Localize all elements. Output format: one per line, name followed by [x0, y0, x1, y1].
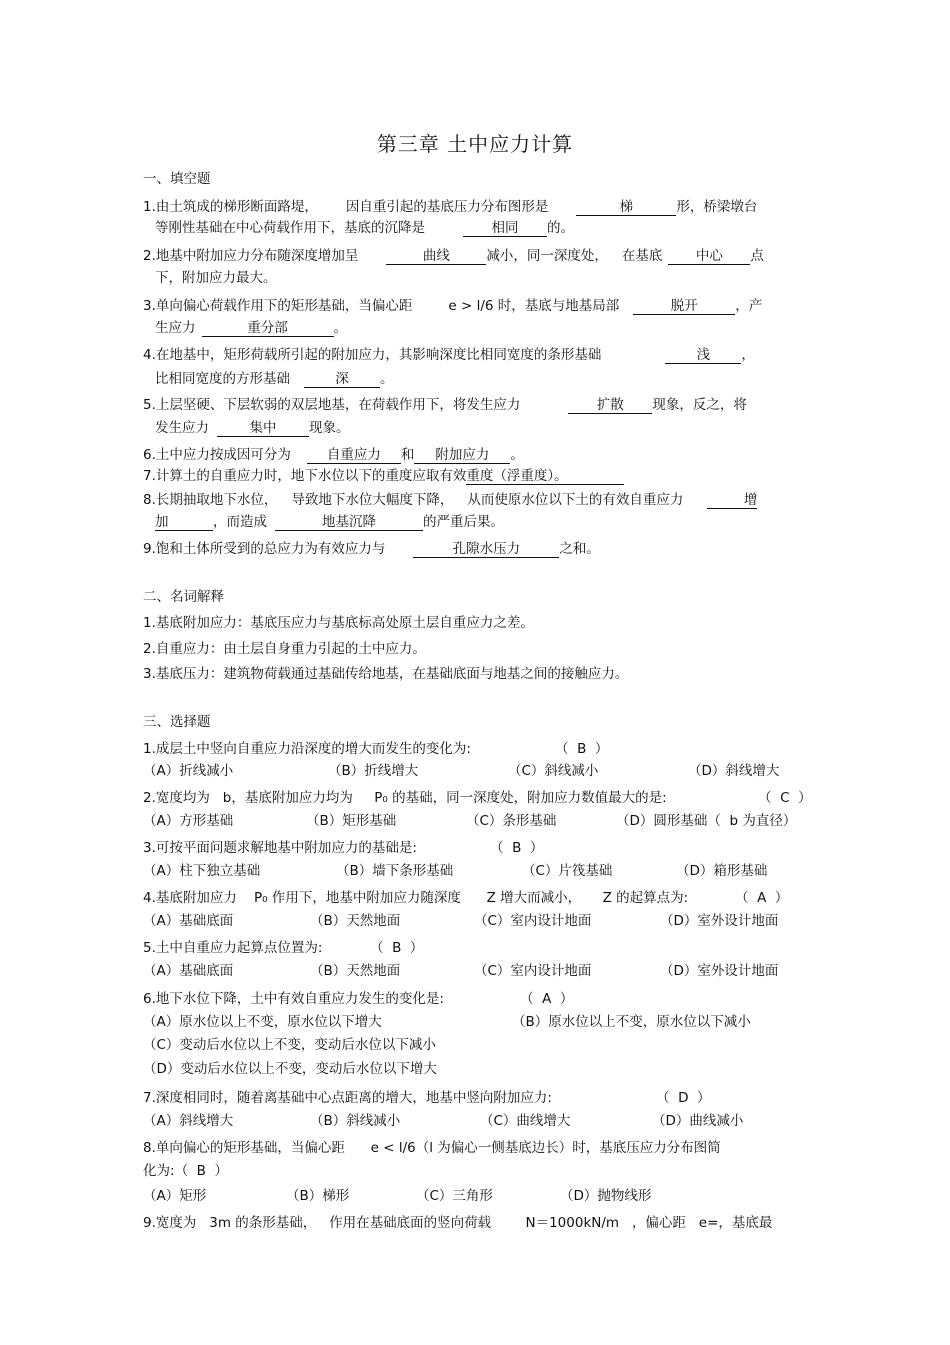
text: 2.地基中附加应力分布随深度增加呈 [143, 248, 359, 264]
choice-option: （D）变动后水位以上不变，变动后水位以下增大 [143, 1061, 437, 1077]
text: 。 [510, 447, 524, 463]
definition-item: 2.自重应力：由土层自身重力引起的土中应力。 [143, 641, 426, 657]
choice-option: （B）墙下条形基础 [336, 863, 454, 879]
choice-answer: （ C ） [758, 790, 812, 806]
choice-answer: （ B ） [490, 840, 544, 856]
choice-q5-stem: 5.土中自重应力起算点位置为: [143, 940, 323, 956]
answer-blank: 曲线 [386, 249, 486, 265]
answer-blank: 中心 [668, 249, 750, 265]
fill-q2-line2: 下，附加应力最大。 [155, 270, 277, 286]
fill-q1-line1 [143, 198, 757, 216]
choice-option: （A）原水位以上不变，原水位以下增大 [143, 1014, 382, 1030]
choice-option: （A）折线减小 [143, 763, 234, 779]
choice-option: （D）抛物线形 [560, 1188, 652, 1204]
choice-q1-stem: 1.成层土中竖向自重应力沿深度的增大而发生的变化为: [143, 741, 471, 757]
choice-answer: （ A ） [520, 991, 574, 1007]
choice-answer: （ B ） [555, 741, 609, 757]
choice-option: （A）斜线增大 [143, 1113, 234, 1129]
choice-option: （A）方形基础 [143, 813, 234, 829]
text: 等刚性基础在中心荷载作用下，基底的沉降是 [155, 220, 425, 236]
choice-option: （B）天然地面 [310, 963, 401, 979]
chapter-title: 第三章 土中应力计算 [376, 132, 574, 156]
text: 现象，反之，将 [652, 397, 747, 413]
choice-option: （A）基础底面 [143, 913, 234, 929]
text: 的。 [547, 220, 574, 236]
answer-blank: 梯 [576, 200, 676, 216]
text: 因自重引起的基底压力分布图形是 [345, 199, 549, 215]
choice-option: （C）曲线增大 [480, 1113, 571, 1129]
choice-option: （C）室内设计地面 [474, 913, 592, 929]
choice-option: （C）三角形 [416, 1188, 493, 1204]
answer-blank: 集中 [217, 421, 309, 437]
fill-q4-line1 [143, 346, 755, 364]
text: 3.单向偏心荷载作用下的矩形基础，当偏心距 [143, 298, 413, 314]
choice-option: （D）曲线减小 [652, 1113, 744, 1129]
fill-q8-line2 [155, 513, 504, 531]
answer-blank: 重度（浮重度）。 [466, 469, 624, 485]
fill-q7 [143, 467, 624, 485]
choice-option: （B）天然地面 [310, 913, 401, 929]
choice-option: （A）基础底面 [143, 963, 234, 979]
choice-q3-stem: 3.可按平面问题求解地基中附加应力的基础是: [143, 840, 417, 856]
answer-blank: 孔隙水压力 [413, 542, 559, 558]
choice-q9-stem: 9.宽度为 3m 的条形基础， 作用在基础底面的竖向荷载 N＝1000kN/m ，偏心距 e=，基底最 [143, 1215, 773, 1231]
fill-q3-line2 [155, 319, 347, 337]
choice-option: （B）梯形 [286, 1188, 350, 1204]
choice-option: （C）条形基础 [466, 813, 557, 829]
choice-option: （C）斜线减小 [508, 763, 599, 779]
choice-answer: （ D ） [656, 1090, 711, 1106]
fill-q8-line1 [143, 491, 757, 509]
choice-option: （D）斜线增大 [688, 763, 780, 779]
answer-blank: 地基沉降 [275, 515, 423, 531]
choice-option: （D）室外设计地面 [660, 963, 779, 979]
section-heading-definitions: 二、名词解释 [143, 589, 224, 605]
choice-option: （D）圆形基础（ b 为直径） [616, 813, 797, 829]
text: 4.在地基中，矩形荷载所引起的附加应力，其影响深度比相同宽度的条形基础 [143, 347, 602, 363]
definition-item: 3.基底压力：建筑物荷载通过基础传给地基，在基础底面与地基之间的接触应力。 [143, 666, 629, 682]
section-heading-fill-blank: 一、填空题 [143, 171, 211, 187]
text: 减小，同一深度处， [486, 248, 608, 264]
text: ， [741, 347, 755, 363]
text: 现象。 [309, 420, 350, 436]
text: ，而造成 [213, 514, 267, 530]
choice-option: （A）柱下独立基础 [143, 863, 261, 879]
choice-option: （B）矩形基础 [306, 813, 397, 829]
text: 1.由土筑成的梯形断面路堤， [143, 199, 318, 215]
choice-option: （B）原水位以上不变，原水位以下减小 [512, 1014, 751, 1030]
choice-q8-stem: 8.单向偏心的矩形基础，当偏心距 e < l/6（l 为偏心一侧基底边长）时，基底压应力分布图简 [143, 1140, 721, 1156]
text: 发生应力 [155, 420, 209, 436]
text: 在基底 [621, 248, 663, 264]
choice-q6-stem: 6.地下水位下降，土中有效自重应力发生的变化是: [143, 991, 444, 1007]
text: 化为: [143, 1163, 175, 1179]
section-heading-choice: 三、选择题 [143, 714, 211, 730]
answer-blank: 相同 [463, 221, 547, 237]
choice-q4-stem: 4.基底附加应力 P₀ 作用下，地基中附加应力随深度 Z 增大而减小， Z 的起算点为: [143, 890, 689, 906]
fill-q6 [143, 446, 524, 464]
text: 。 [333, 320, 347, 336]
text: 点 [750, 248, 764, 264]
text: 导致地下水位大幅度下降， [291, 492, 454, 508]
answer-blank: 脱开 [633, 299, 735, 315]
choice-option: （B）斜线减小 [310, 1113, 401, 1129]
text: 6.土中应力按成因可分为 [143, 447, 291, 463]
choice-option: （C）变动后水位以上不变，变动后水位以下减小 [143, 1037, 436, 1053]
answer-blank: 自重应力 [307, 448, 401, 464]
choice-answer: （ B ） [174, 1163, 228, 1179]
choice-option: （A）矩形 [143, 1188, 207, 1204]
fill-q5-line2 [155, 419, 350, 437]
answer-blank: 增 [707, 493, 757, 509]
choice-answer: （ A ） [735, 890, 789, 906]
text: 生应力 [155, 320, 196, 336]
answer-blank: 扩散 [568, 398, 652, 414]
choice-option: （D）箱形基础 [676, 863, 768, 879]
text: 7.计算土的自重应力时，地下水位以下的重度应取有效 [143, 468, 467, 484]
fill-q2-line1 [143, 247, 764, 265]
choice-option: （B）折线增大 [328, 763, 419, 779]
answer-blank: 深 [304, 372, 380, 388]
answer-blank: 加 [155, 515, 213, 531]
text: 8.长期抽取地下水位， [143, 492, 278, 508]
choice-option: （C）室内设计地面 [474, 963, 592, 979]
text: 9.饱和土体所受到的总应力为有效应力与 [143, 541, 386, 557]
fill-q9 [143, 540, 600, 558]
text: 5.上层坚硬、下层软弱的双层地基，在荷载作用下，将发生应力 [143, 397, 521, 413]
text: 比相同宽度的方形基础 [155, 371, 290, 387]
fill-q1-line2 [155, 219, 574, 237]
choice-q7-stem: 7.深度相同时，随着离基础中心点距离的增大，地基中竖向附加应力: [143, 1090, 552, 1106]
choice-option: （C）片筏基础 [522, 863, 613, 879]
choice-option: （D）室外设计地面 [660, 913, 779, 929]
text: 和 [400, 447, 415, 463]
text: 。 [380, 371, 394, 387]
answer-blank: 浅 [665, 348, 741, 364]
choice-answer: （ B ） [370, 940, 424, 956]
definition-item: 1.基底附加应力：基底压应力与基底标高处原土层自重应力之差。 [143, 615, 534, 631]
text: 之和。 [559, 541, 600, 557]
choice-q8-stem-cont [143, 1162, 228, 1180]
answer-blank: 附加应力 [414, 448, 510, 464]
text: ，产 [735, 298, 763, 314]
text: e > l/6 时，基底与地基局部 [448, 298, 620, 314]
fill-q5-line1 [143, 396, 747, 414]
answer-blank: 重分部 [202, 321, 334, 337]
choice-q2-stem: 2.宽度均为 b，基底附加应力均为 P₀ 的基础，同一深度处，附加应力数值最大的是: [143, 790, 667, 806]
text: 从而使原水位以下土的有效自重应力 [467, 492, 684, 508]
fill-q3-line1 [143, 297, 762, 315]
text: 形，桥梁墩台 [676, 199, 758, 215]
text: 的严重后果。 [423, 514, 504, 530]
fill-q4-line2 [155, 370, 394, 388]
